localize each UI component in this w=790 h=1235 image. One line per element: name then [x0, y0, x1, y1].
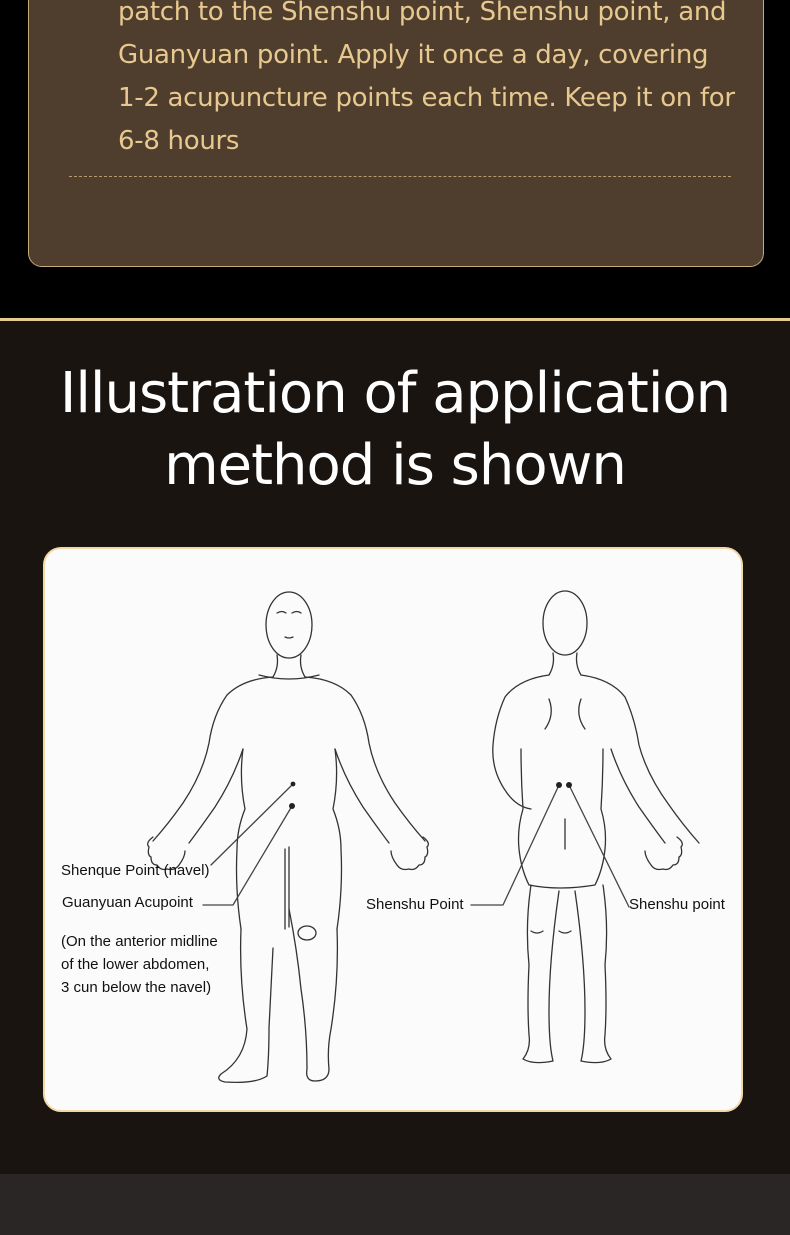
instructions-line: patch to the Shenshu point, Shenshu point, and [118, 0, 727, 27]
note-line: 3 cun below the navel) [61, 979, 212, 996]
bottom-band [0, 1174, 790, 1235]
guanyuan-acupoint-label: Guanyuan Acupoint [62, 894, 193, 911]
heading-line: method is shown [164, 433, 626, 498]
guanyuan-point-dot [289, 803, 295, 809]
back-body-figure [493, 591, 699, 1063]
note-line: of the lower abdomen, [61, 956, 210, 973]
note-line: (On the anterior midline [61, 933, 218, 950]
shenshu-point-label-left: Shenshu Point [366, 896, 464, 913]
application-section [0, 321, 790, 1174]
instructions-card [28, 0, 764, 267]
heading-line: Illustration of application [59, 361, 731, 426]
guanyuan-leader-line [203, 806, 292, 905]
front-body-figure [148, 592, 429, 1082]
instructions-line: 1-2 acupuncture points each time. Keep it on for [118, 83, 735, 113]
shenshu-point-dot-right [566, 782, 572, 788]
section-heading [0, 358, 790, 502]
body-figures-illustration [45, 549, 743, 1112]
instructions-line: Guanyuan point. Apply it once a day, covering [118, 40, 709, 70]
shenshu-point-label-right: Shenshu point [629, 896, 725, 913]
shenshu-right-leader-line [569, 785, 629, 907]
shenque-point-dot [291, 782, 296, 787]
instructions-line: 6-8 hours [118, 126, 240, 156]
shenshu-point-dot-left [556, 782, 562, 788]
guanyuan-location-note [61, 930, 218, 999]
shenque-point-label: Shenque Point (navel) [61, 862, 210, 879]
acupoint-diagram-card [43, 547, 743, 1112]
dashed-divider [69, 176, 731, 177]
instructions-text [118, 0, 738, 163]
